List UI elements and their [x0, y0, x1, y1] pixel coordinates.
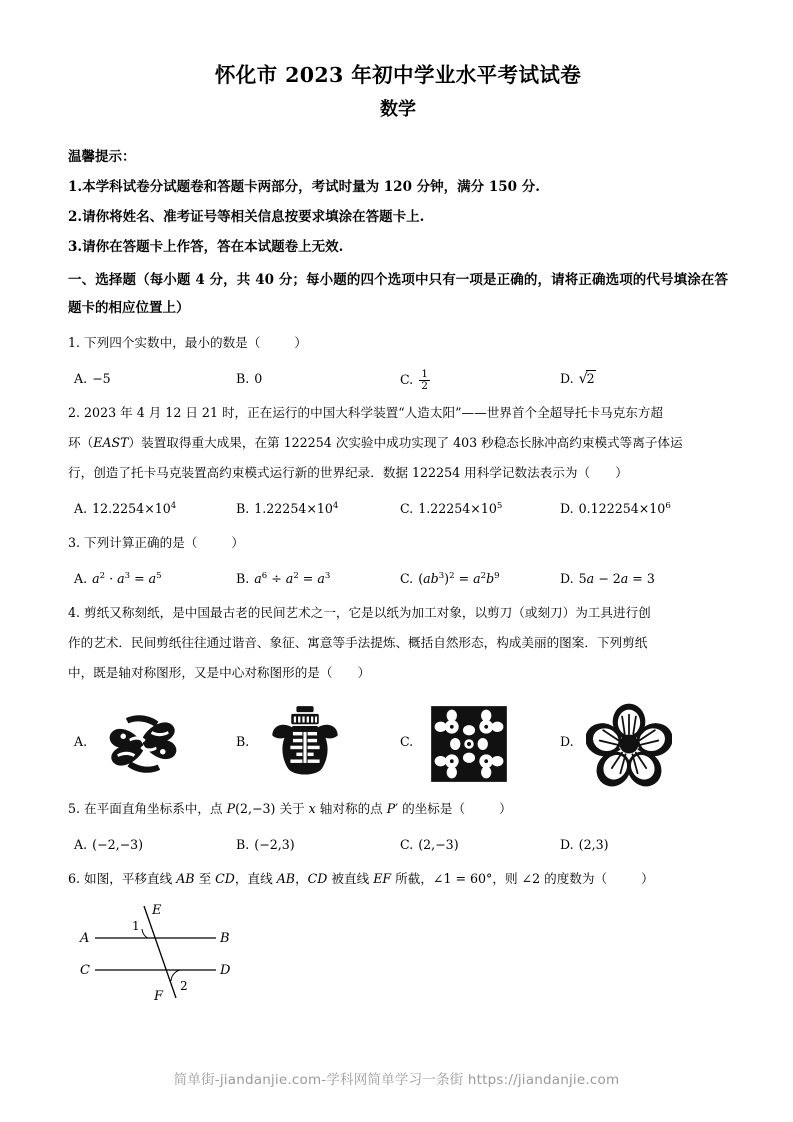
notice-line-2: 2.请你将姓名、准考证号等相关信息按要求填涂在答题卡上. [68, 209, 425, 225]
papercut-vase-icon [262, 701, 348, 787]
option-d-value: $0.122254\times 10^6$ [578, 500, 671, 516]
question-1-option-c[interactable]: C. $\frac{1}{2}$ [400, 368, 428, 393]
option-b-value: $a^6 \div a^2 = a^3$ [254, 570, 331, 586]
question-4-option-b[interactable]: B. [236, 698, 386, 790]
option-d-value: 5a − 2a = 3 [578, 571, 655, 586]
notice-line-3: 3.请你在答题卡上作答，答在本试题卷上无效. [68, 239, 344, 255]
question-5-option-a[interactable]: A. (−2,−3) [74, 837, 144, 852]
question-4 [68, 598, 728, 790]
question-1-stem: 1. 下列四个实数中，最小的数是（ ） [68, 335, 307, 350]
question-3-option-d[interactable]: D. 5a − 2a = 3 [560, 571, 655, 586]
question-3-stem: 3. 下列计算正确的是（ ） [68, 535, 244, 550]
option-c-value: $(ab^3)^2 = a^2b^9$ [418, 570, 500, 586]
question-3-options [68, 560, 728, 598]
option-b-value: 0 [254, 371, 263, 386]
footer-watermark: 简单街-jiandanjie.com-学科网简单学习一条街 https://jiandanjie.com [173, 1072, 620, 1088]
question-3 [68, 528, 728, 598]
question-5-stem: 5. 在平面直角坐标系中，点 P(2,−3) 关于 x 轴对称的点 P′ 的坐标是（ ） [68, 801, 512, 816]
question-4-option-d[interactable]: D. [560, 698, 710, 790]
question-2-option-a[interactable]: A. $12.2254\times 10^4$ [74, 500, 177, 516]
figure-label-c: C [80, 963, 90, 978]
question-5-option-b[interactable]: B. (−2,3) [236, 837, 295, 852]
question-1-option-b[interactable]: B. 0 [236, 371, 263, 386]
figure-label-d: D [220, 963, 231, 978]
question-3-number: 3. [68, 535, 81, 550]
page-subtitle: 数学 [380, 99, 416, 120]
question-6-figure [68, 898, 318, 1006]
question-3-option-b[interactable]: B. $a^6 \div a^2 = a^3$ [236, 570, 331, 586]
question-6-number: 6. [68, 871, 81, 886]
figure-angle-2-label: 2 [180, 979, 188, 993]
page-title: 怀化市 2023 年初中学业水平考试试卷 [214, 63, 582, 87]
question-5-number: 5. [68, 801, 81, 816]
question-4-stem-line-2: 作的艺术．民间剪纸往往通过谐音、象征、寓意等手法提炼、概括自然形态，构成美丽的图案．下列剪纸 [68, 635, 648, 650]
question-1-text: 下列四个实数中，最小的数是（ [84, 335, 261, 350]
figure-label-e: E [152, 903, 162, 918]
question-2-option-c[interactable]: C. $1.22254\times 10^5$ [400, 500, 503, 516]
option-c-value: $1.22254\times 10^5$ [418, 500, 503, 516]
option-c-value: (2,−3) [418, 837, 459, 852]
page-content [68, 58, 728, 1006]
question-5-option-d[interactable]: D. (2,3) [560, 837, 609, 852]
figure-angle-1-label: 1 [132, 919, 140, 933]
question-3-option-a[interactable]: A. $a^2 \cdot a^3 = a^5$ [74, 570, 162, 586]
question-1-option-a[interactable]: A. −5 [74, 371, 111, 386]
question-5-option-c[interactable]: C. (2,−3) [400, 837, 459, 852]
option-c-value: $\frac{1}{2}$ [421, 368, 428, 393]
figure-label-b: B [220, 931, 230, 946]
question-4-stem-line-1: 4. 剪纸又称刻纸，是中国最古老的民间艺术之一，它是以纸为加工对象，以剪刀（或刻刀）为工具进行创 [68, 605, 651, 620]
papercut-flower-icon [586, 701, 672, 787]
papercut-square-floral-icon [426, 701, 512, 787]
question-6 [68, 864, 728, 1006]
notice-line-1: 1.本学科试卷分试题卷和答题卡两部分，考试时量为 120 分钟，满分 150 分. [68, 179, 540, 195]
option-a-value: $12.2254\times 10^4$ [92, 500, 177, 516]
question-2 [68, 398, 728, 528]
question-4-options [68, 698, 728, 790]
option-b-value: (−2,3) [254, 837, 295, 852]
question-2-option-b[interactable]: B. $1.22254\times 10^4$ [236, 500, 339, 516]
option-b-value: $1.22254\times 10^4$ [254, 500, 339, 516]
option-a-value: −5 [92, 371, 111, 386]
question-1-number: 1. [68, 335, 81, 350]
question-5-options [68, 826, 728, 864]
question-1-option-d[interactable]: D. √2 [560, 371, 595, 387]
question-1 [68, 328, 728, 398]
option-d-value: √2 [578, 371, 595, 387]
question-2-number: 2. [68, 405, 81, 420]
question-4-option-a[interactable]: A. [74, 698, 224, 790]
section-heading-choice: 一、选择题（每小题 4 分，共 40 分；每小题的四个选项中只有一项是正确的，请将正确选项的代号填涂在答题卡的相应位置上） [68, 272, 728, 316]
question-1-options [68, 360, 728, 398]
figure-label-f: F [154, 989, 164, 1004]
question-2-option-d[interactable]: D. $0.122254\times 10^6$ [560, 500, 671, 516]
option-d-value: (2,3) [578, 837, 609, 852]
option-a-value: $a^2 \cdot a^3 = a^5$ [92, 570, 162, 586]
question-2-stem-line-1: 2. 2023 年 4 月 12 日 21 时，正在运行的中国大科学装置“人造太阳”——世界首个全超导托卡马克东方超 [68, 405, 664, 420]
question-4-option-c[interactable]: C. [400, 698, 550, 790]
question-2-stem-line-2: 环（EAST）装置取得重大成果，在第 122254 次实验中成功实现了 403 秒稳态长脉冲高约束模式等离子体运 [68, 435, 683, 450]
question-2-stem-line-3: 行，创造了托卡马克装置高约束模式运行新的世界纪录．数据 122254 用科学记数法表示为（ ） [68, 465, 628, 480]
figure-label-a: A [80, 931, 90, 946]
question-2-options [68, 490, 728, 528]
papercut-fish-icon [100, 701, 186, 787]
question-3-text: 下列计算正确的是（ [84, 535, 198, 550]
question-6-stem: 6. 如图，平移直线 AB 至 CD，直线 AB，CD 被直线 EF 所截，∠1 = 60°，则 ∠2 的度数为（ ） [68, 871, 654, 886]
question-3-option-c[interactable]: C. $(ab^3)^2 = a^2b^9$ [400, 570, 500, 586]
question-5 [68, 794, 728, 864]
question-4-stem-line-3: 中，既是轴对称图形，又是中心对称图形的是（ ） [68, 665, 371, 680]
parallel-lines-transversal-diagram [68, 898, 318, 1006]
question-4-number: 4. [68, 605, 81, 620]
notice-heading: 温馨提示： [68, 149, 136, 165]
option-a-value: (−2,−3) [92, 837, 144, 852]
